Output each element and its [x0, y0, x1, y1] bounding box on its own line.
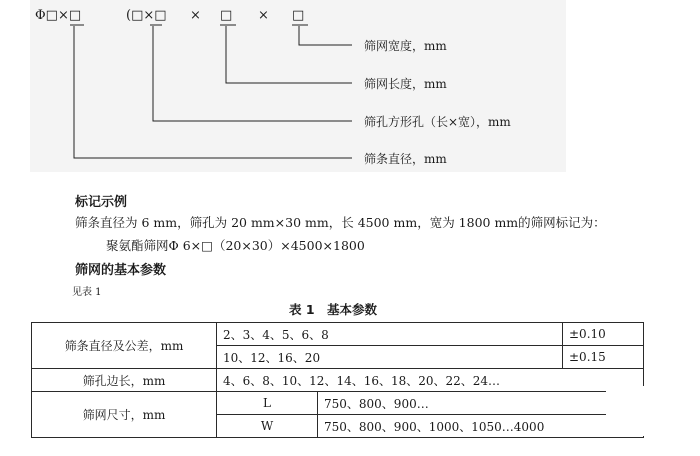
row-label-hole-side: 筛孔边长，mm — [32, 369, 217, 392]
marking-heading: 标记示例 — [75, 195, 128, 210]
see-table-note: 见表 1 — [72, 287, 102, 298]
code-paren: (□×□ — [126, 8, 167, 23]
bar-diameter-tolerance: ±0.15 — [563, 346, 644, 369]
mesh-size-key: L — [217, 392, 318, 415]
mesh-size-key: W — [217, 415, 318, 438]
table-row — [32, 369, 644, 392]
mesh-size-values: 750、800、900… — [318, 392, 644, 415]
mesh-size-values: 750、800、900、1000、1050…4000 — [318, 415, 644, 438]
hole-side-values: 4、6、8、10、12、14、16、18、20、22、24… — [217, 369, 644, 392]
leader-width — [299, 26, 352, 45]
marking-line-1: 筛条直径为 6 mm，筛孔为 20 mm×30 mm，长 4500 mm，宽为 1800 mm的筛网标记为： — [75, 215, 606, 230]
bar-diameter-values: 10、12、16、20 — [217, 346, 563, 369]
parameters-table — [31, 322, 644, 438]
table-row — [32, 323, 644, 346]
table-row — [32, 392, 644, 415]
label-bar: 筛条直径，mm — [364, 152, 447, 166]
label-length: 筛网长度，mm — [364, 77, 447, 91]
marking-line-2: 聚氨酯筛网Φ 6×□（20×30）×4500×1800 — [106, 238, 365, 253]
width-box: □ — [292, 8, 305, 23]
label-width: 筛网宽度，mm — [364, 39, 447, 53]
bar-diameter-tolerance: ±0.10 — [563, 323, 644, 346]
times-sign: × — [190, 8, 201, 23]
leader-hole — [153, 26, 352, 121]
length-box: □ — [220, 8, 233, 23]
params-heading: 筛网的基本参数 — [75, 263, 167, 278]
bar-diameter-values: 2、3、4、5、6、8 — [217, 323, 563, 346]
leader-lines — [30, 0, 566, 172]
row-label-bar-diameter: 筛条直径及公差，mm — [32, 323, 217, 369]
table-title: 表 1 基本参数 — [289, 302, 378, 317]
label-hole: 筛孔方形孔（长×宽），mm — [364, 115, 511, 129]
scan-fade — [606, 386, 646, 436]
designation-diagram — [30, 0, 566, 172]
times-sign: × — [258, 8, 269, 23]
leader-bar — [74, 26, 352, 158]
leader-length — [226, 26, 352, 83]
row-label-mesh-size: 筛网尺寸，mm — [32, 392, 217, 438]
code-base: Φ□×□ — [35, 8, 82, 23]
